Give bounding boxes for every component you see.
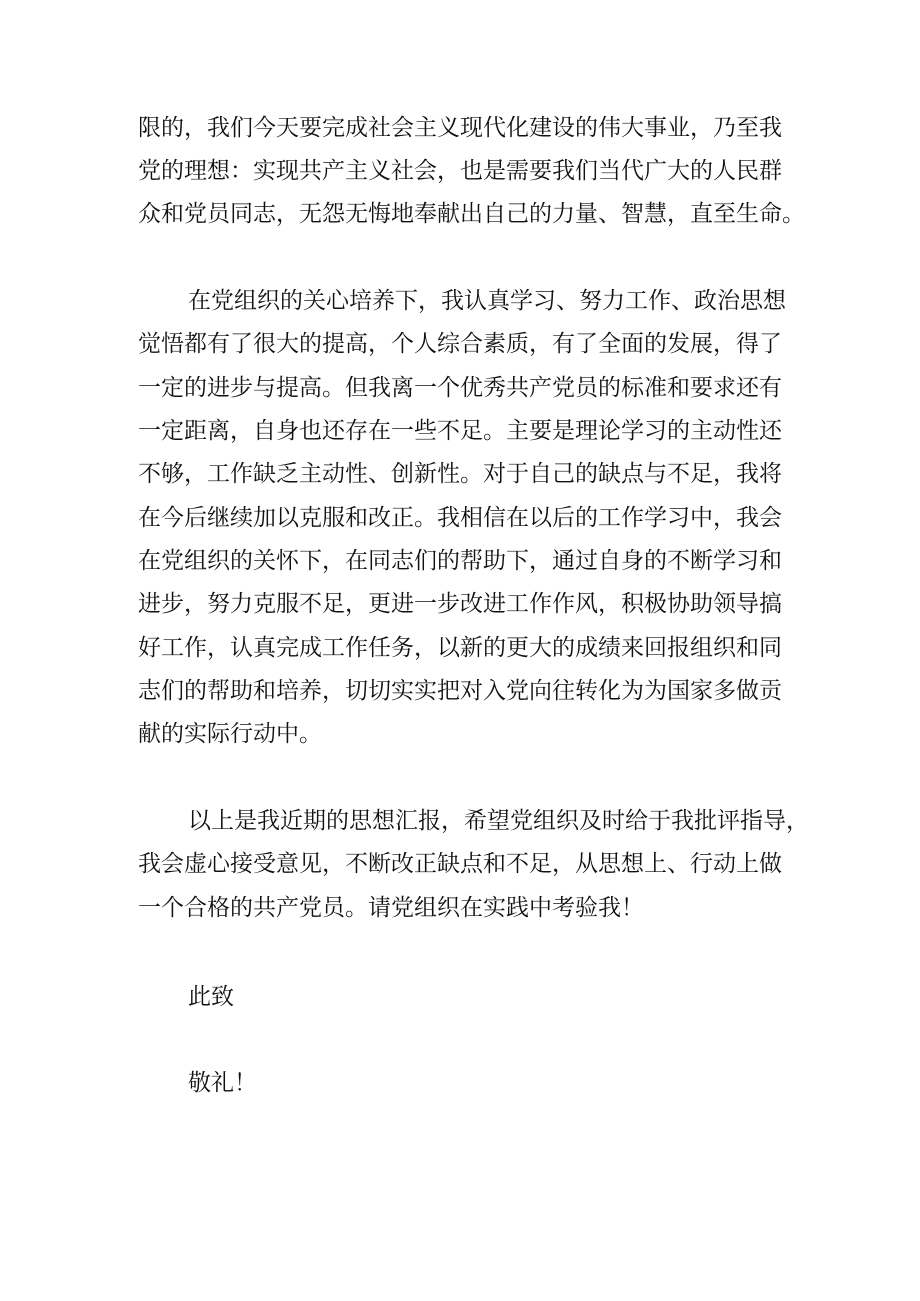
paragraph-2-line-3: 一定的进步与提高。但我离一个优秀共产党员的标准和要求还有 [138, 375, 782, 401]
paragraph-2-line-4: 一定距离，自身也还存在一些不足。主要是理论学习的主动性还 [138, 418, 782, 444]
paragraph-1-line-1: 限的，我们今天要完成社会主义现代化建设的伟大事业，乃至我 [138, 115, 782, 141]
paragraph-2-line-9: 好工作，认真完成工作任务，以新的更大的成绩来回报组织和同 [138, 635, 782, 661]
paragraph-2-line-1: 在党组织的关心培养下，我认真学习、努力工作、政治思想 [188, 288, 786, 314]
paragraph-2-line-8: 进步，努力克服不足，更进一步改进工作作风，积极协助领导搞 [138, 591, 782, 617]
closing-salutation: 此致 [188, 984, 234, 1010]
paragraph-2-line-6: 在今后继续加以克服和改正。我相信在以后的工作学习中，我会 [138, 505, 782, 531]
paragraph-1-line-2: 党的理想：实现共产主义社会，也是需要我们当代广大的人民群 [138, 158, 782, 184]
paragraph-3-line-2: 我会虚心接受意见，不断改正缺点和不足，从思想上、行动上做 [138, 851, 782, 877]
paragraph-3-line-3: 一个合格的共产党员。请党组织在实践中考验我！ [138, 895, 644, 921]
paragraph-2-line-5: 不够，工作缺乏主动性、创新性。对于自己的缺点与不足，我将 [138, 461, 782, 487]
paragraph-2-line-2: 觉悟都有了很大的提高，个人综合素质，有了全面的发展，得了 [138, 331, 782, 357]
closing-regards: 敬礼！ [188, 1070, 257, 1096]
paragraph-3-line-1: 以上是我近期的思想汇报，希望党组织及时给于我批评指导， [188, 808, 809, 834]
paragraph-2-line-10: 志们的帮助和培养，切切实实把对入党向往转化为为国家多做贡 [138, 678, 782, 704]
paragraph-1-line-3: 众和党员同志，无怨无悔地奉献出自己的力量、智慧，直至生命。 [138, 201, 805, 227]
paragraph-2-line-11: 献的实际行动中。 [138, 721, 322, 747]
paragraph-2-line-7: 在党组织的关怀下，在同志们的帮助下，通过自身的不断学习和 [138, 548, 782, 574]
